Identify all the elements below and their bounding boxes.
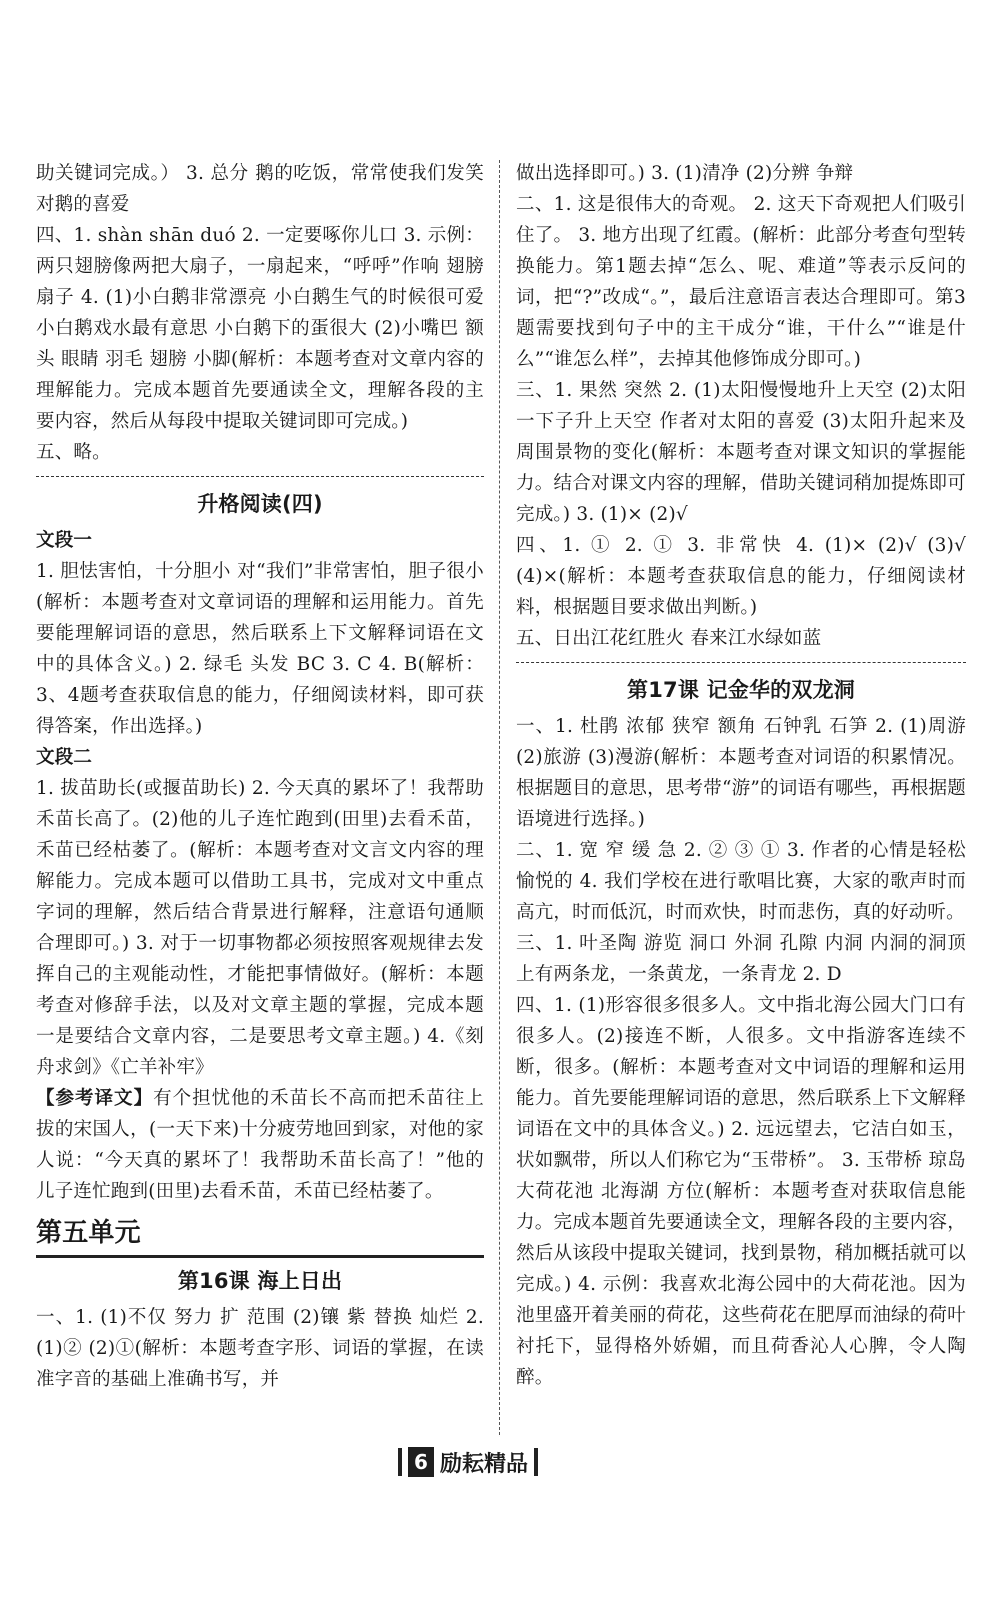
answer-block: 四、1. ① 2. ① 3. 非常快 4. (1)× (2)√ (3)√ (4)×(解析：本题考查获取信息的能力，仔细阅读材料，根据题目要求做出判断。) xyxy=(516,535,966,618)
unit-divider xyxy=(36,1255,484,1258)
footer-bar xyxy=(398,1448,402,1476)
answer-block: 1. 胆怯害怕，十分胆小 对“我们”非常害怕，胆子很小(解析：本题考查对文章词语的理解和运用能力。首先要能理解词语的意思，然后联系上下文解释词语在文中的具体含义。) 2. 绿毛 头发 BC 3. C 4. B(解析：3、4题考查获取信息的能力，仔细阅读材料，即可获得答案，作出选择。) xyxy=(36,561,484,737)
answer-block: 1. 拔苗助长(或揠苗助长) 2. 今天真的累坏了！我帮助禾苗长高了。(2)他的儿子连忙跑到(田里)去看禾苗，禾苗已经枯萎了。(解析：本题考查对文言文内容的理解能力。完成本题可以借助工具书，完成对文中重点字词的理解，然后结合背景进行解释，注意语句通顺合理即可。) 3. 对于一切事物都必须按照客观规律去发挥自己的主观能动性，才能把事情做好。(解析：本题考查对修辞手法，以及对文章主题的掌握，完成本题一是要结合文章内容，二是要思考文章主题。) 4.《刻舟求剑》《亡羊补牢》 xyxy=(36,778,484,1078)
passage-label: 文段二 xyxy=(36,747,93,768)
brand-label: 励耘精品 xyxy=(440,1451,529,1477)
answer-block: 三、1. 果然 突然 2. (1)太阳慢慢地升上天空 (2)太阳一下子升上天空 作者对太阳的喜爱 (3)太阳升起来及周围景物的变化(解析：本题考查对课文知识的掌握能力。结合对课文内容的理解，借助关键词稍加提炼即可完成。) 3. (1)× (2)√ xyxy=(516,380,966,525)
answer-block: 一、1. 杜鹃 浓郁 狭窄 额角 石钟乳 石笋 2. (1)周游 (2)旅游 (3)漫游(解析：本题考查对词语的积累情况。根据题目的意思，思考带“游”的词语有哪些，再根据题语境进行选择。) xyxy=(516,716,966,830)
right-column xyxy=(516,158,966,1393)
page-number: 6 xyxy=(408,1447,434,1477)
unit-title: 第五单元 xyxy=(36,1218,141,1248)
page-footer xyxy=(398,1444,598,1480)
lesson-title: 第17课 记金华的双龙洞 xyxy=(627,678,855,702)
section-title: 升格阅读(四) xyxy=(197,492,323,516)
answer-block: 五、日出江花红胜火 春来江水绿如蓝 xyxy=(516,628,822,649)
answer-block: 做出选择即可。) 3. (1)清净 (2)分辨 争辩 xyxy=(516,163,854,184)
footer-bar xyxy=(534,1448,538,1476)
column-divider xyxy=(499,160,500,1435)
dashed-divider xyxy=(516,662,966,663)
answer-block: 助关键词完成。） 3. 总分 鹅的吃饭，常常使我们发笑 对鹅的喜爱 xyxy=(36,163,484,215)
answer-block: 五、略。 xyxy=(36,442,111,463)
answer-block: 三、1. 叶圣陶 游览 洞口 外洞 孔隙 内洞 内洞的洞顶上有两条龙，一条黄龙，一条青龙 2. D xyxy=(516,933,966,985)
passage-label: 文段一 xyxy=(36,530,93,551)
dashed-divider xyxy=(36,476,484,477)
answer-block: 四、1. shàn shān duó 2. 一定要啄你儿口 3. 示例：两只翅膀像两把大扇子，一扇起来，“呼呼”作响 翅膀 扇子 4. (1)小白鹅非常漂亮 小白鹅生气的时候很可爱 小白鹅戏水最有意思 小白鹅下的蛋很大 (2)小嘴巴 额头 眼睛 羽毛 翅膀 小脚(解析：本题考查对文章内容的理解能力。完成本题首先要通读全文，理解各段的主要内容，然后从每段中提取关键词即可完成。) xyxy=(36,225,484,432)
translation-label: 【参考译文】 xyxy=(36,1088,154,1109)
answer-block: 二、1. 宽 窄 缓 急 2. ② ③ ① 3. 作者的心情是轻松愉悦的 4. 我们学校在进行歌唱比赛，大家的歌声时而高亢，时而低沉，时而欢快，时而悲伤，真的好动听。 xyxy=(516,840,966,923)
lesson-title: 第16课 海上日出 xyxy=(177,1269,343,1293)
answer-block: 四、1. (1)形容很多很多人。文中指北海公园大门口有很多人。(2)接连不断，人很多。文中指游客连续不断，很多。(解析：本题考查对文中词语的理解和运用能力。首先要能理解词语的意思，然后联系上下文解释词语在文中的具体含义。) 2. 远远望去，它洁白如玉，状如飘带，所以人们称它为“玉带桥”。 3. 玉带桥 琼岛 大荷花池 北海湖 方位(解析：本题考查对获取信息能力。完成本题首先要通读全文，理解各段的主要内容，然后从该段中提取关键词，找到景物，稍加概括就可以完成。) 4. 示例：我喜欢北海公园中的大荷花池。因为池里盛开着美丽的荷花，这些荷花在肥厚而油绿的荷叶衬托下，显得格外娇媚，而且荷香沁人心脾，令人陶醉。 xyxy=(516,995,966,1388)
translation-text: 有个担忧他的禾苗长不高而把禾苗往上拔的宋国人，(一天下来)十分疲劳地回到家，对他的家人说：“今天真的累坏了！我帮助禾苗长高了！”他的儿子连忙跑到(田里)去看禾苗，禾苗已经枯萎了。 xyxy=(36,1088,485,1202)
answer-block: 二、1. 这是很伟大的奇观。 2. 这天下奇观把人们吸引住了。 3. 地方出现了红霞。(解析：此部分考查句型转换能力。第1题去掉“怎么、呢、难道”等表示反问的词，把“?”改成“。”，最后注意语言表达合理即可。第3题需要找到句子中的主干成分“谁，干什么”“谁是什么”“谁怎么样”，去掉其他修饰成分即可。) xyxy=(516,194,966,370)
translation-block xyxy=(36,1083,484,1207)
left-column xyxy=(36,158,484,1395)
answer-block: 一、1. (1)不仅 努力 扩 范围 (2)镶 紫 替换 灿烂 2. (1)② (2)①(解析：本题考查字形、词语的掌握，在读准字音的基础上准确书写，并 xyxy=(36,1307,484,1390)
